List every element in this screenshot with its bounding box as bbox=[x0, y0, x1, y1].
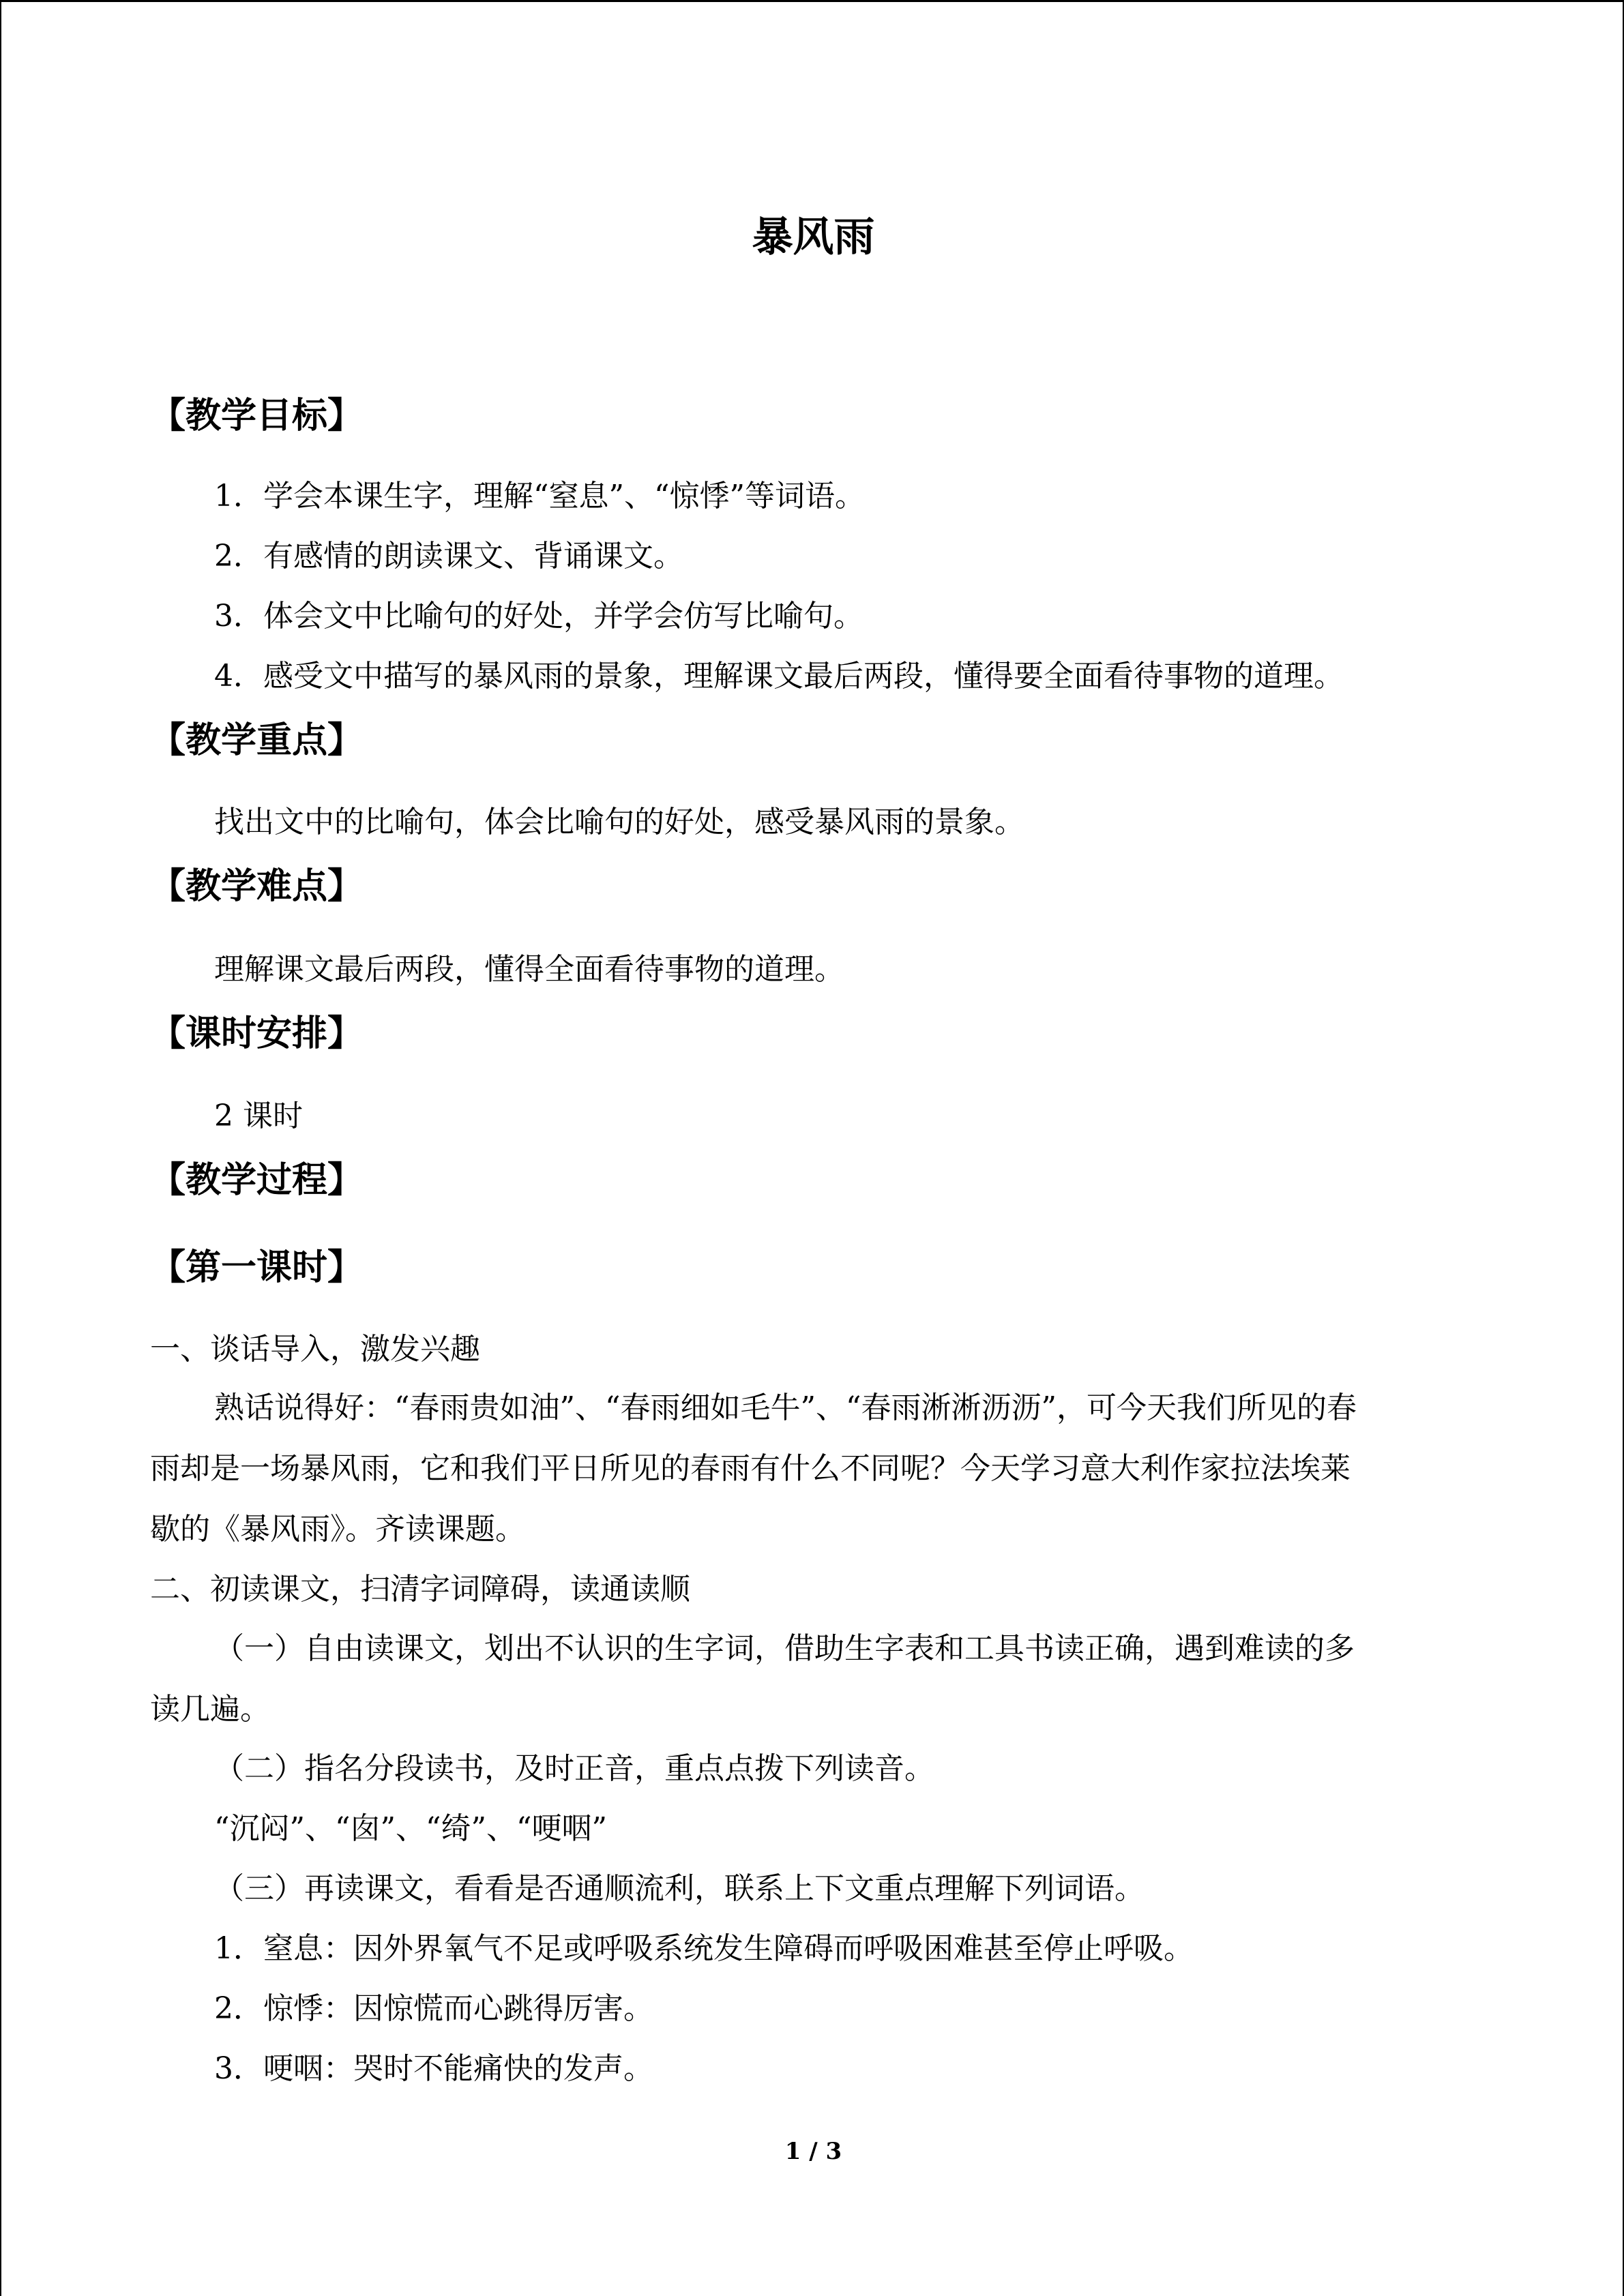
step-one-line: （一）自由读课文，划出不认识的生字词，借助生字表和工具书读正确，遇到难读的多 bbox=[214, 1631, 1355, 1666]
heading-teaching-goals: 【教学目标】 bbox=[150, 396, 364, 436]
heading-key-points: 【教学重点】 bbox=[150, 720, 364, 761]
schedule-text: 2 课时 bbox=[214, 1099, 303, 1133]
key-points-text: 找出文中的比喻句，体会比喻句的好处，感受暴风雨的景象。 bbox=[214, 805, 1024, 839]
heading-difficulties: 【教学难点】 bbox=[150, 866, 364, 907]
step-two-line: （二）指名分段读书，及时正音，重点点拨下列读音。 bbox=[214, 1751, 934, 1786]
paragraph-line: 歇的《暴风雨》。齐读课题。 bbox=[150, 1512, 525, 1547]
goal-item: 4．感受文中描写的暴风雨的景象，理解课文最后两段，懂得要全面看待事物的道理。 bbox=[214, 659, 1344, 694]
vocab-item: 2．惊悸：因惊慌而心跳得厉害。 bbox=[214, 1991, 653, 2026]
heading-schedule: 【课时安排】 bbox=[150, 1013, 364, 1054]
heading-lesson-one: 【第一课时】 bbox=[150, 1247, 364, 1288]
part-one-title: 一、谈话导入，激发兴趣 bbox=[150, 1332, 480, 1367]
heading-process: 【教学过程】 bbox=[150, 1160, 364, 1201]
part-two-title: 二、初读课文，扫清字词障碍，读通读顺 bbox=[150, 1572, 690, 1607]
paragraph-line: 熟话说得好：“春雨贵如油”、“春雨细如毛牛”、“春雨淅淅沥沥”，可今天我们所见的春 bbox=[214, 1390, 1357, 1425]
goal-item: 2．有感情的朗读课文、背诵课文。 bbox=[214, 539, 683, 573]
document-title: 暴风雨 bbox=[752, 213, 875, 261]
step-three-line: （三）再读课文，看看是否通顺流利，联系上下文重点理解下列词语。 bbox=[214, 1871, 1145, 1906]
page-number: 1 / 3 bbox=[784, 2138, 842, 2165]
pronunciation-words: “沉闷”、“囱”、“绮”、“哽咽” bbox=[214, 1811, 607, 1846]
step-one-line: 读几遍。 bbox=[150, 1692, 270, 1727]
vocab-item: 1．窒息：因外界氧气不足或呼吸系统发生障碍而呼吸困难甚至停止呼吸。 bbox=[214, 1931, 1194, 1966]
difficulties-text: 理解课文最后两段，懂得全面看待事物的道理。 bbox=[214, 952, 844, 987]
goal-item: 1．学会本课生字，理解“窒息”、“惊悸”等词语。 bbox=[214, 479, 865, 513]
goal-item: 3．体会文中比喻句的好处，并学会仿写比喻句。 bbox=[214, 599, 863, 633]
vocab-item: 3．哽咽：哭时不能痛快的发声。 bbox=[214, 2051, 653, 2086]
paragraph-line: 雨却是一场暴风雨，它和我们平日所见的春雨有什么不同呢？今天学习意大利作家拉法埃莱 bbox=[150, 1451, 1350, 1486]
